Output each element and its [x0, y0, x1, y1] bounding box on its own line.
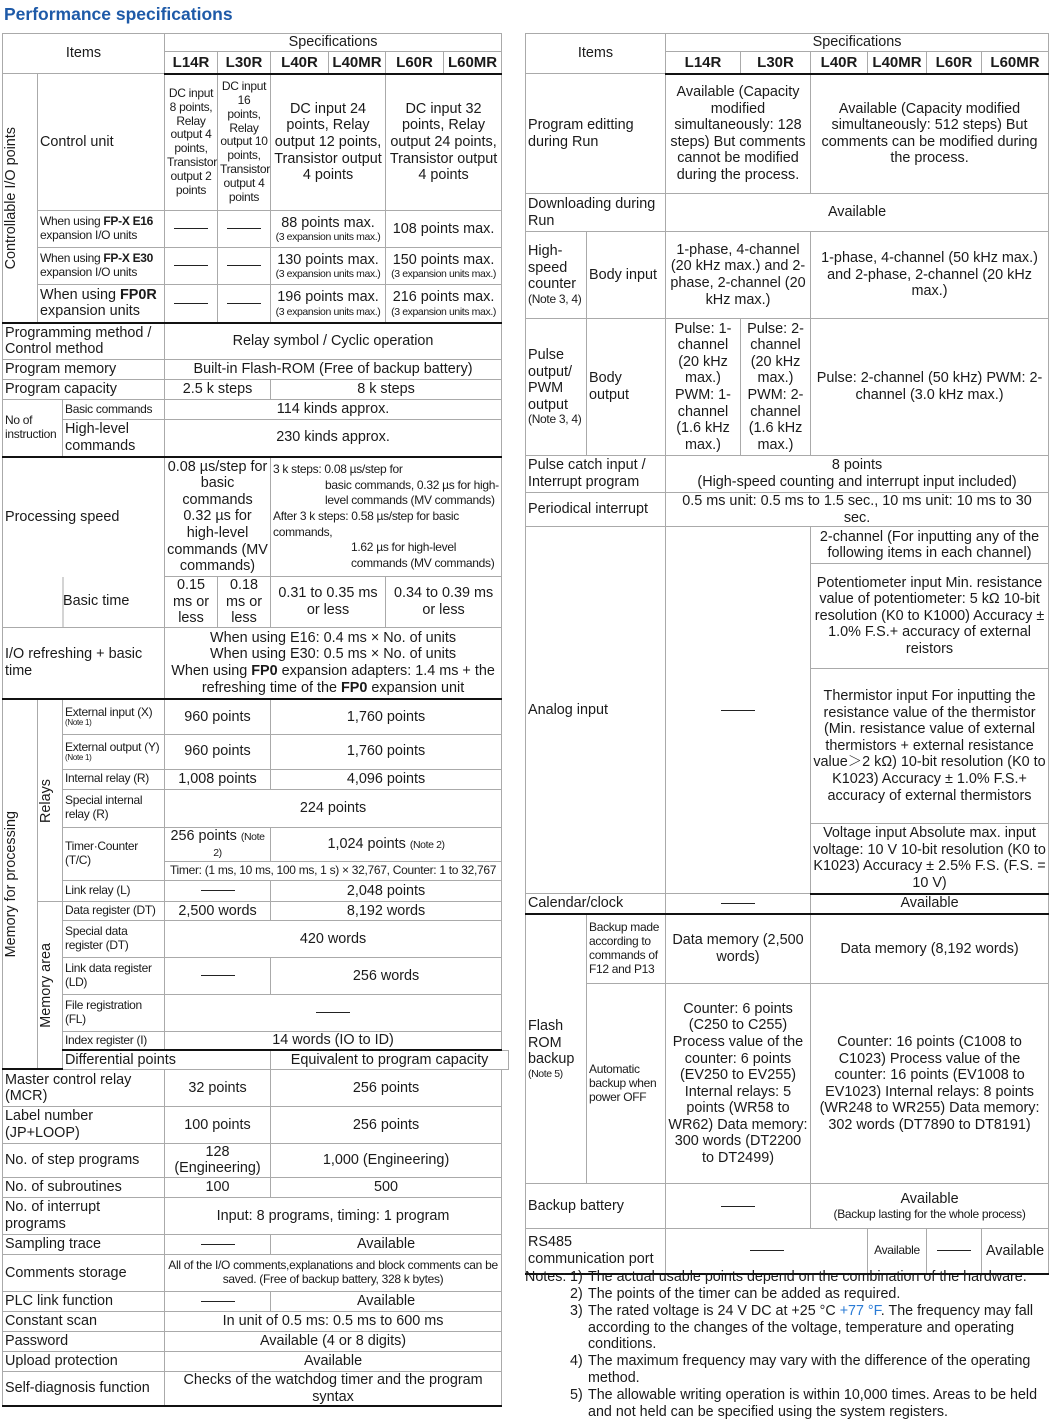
- dash: [721, 903, 755, 904]
- link-data-label: Link data register (LD): [63, 957, 165, 994]
- pulse-catch-label: Pulse catch input / Interrupt program: [526, 456, 666, 493]
- ext-in-label: External input (X) (Note 1): [63, 699, 165, 734]
- model-header: L40MR: [868, 52, 927, 74]
- analog-a3: Thermistor input For inputting the resistance value of the thermistor (Min. resistance value of external thermistors + external resistance value＞2 kΩ) 10-bit resolution (K0 to K1023) Accuracy ± 1.0% F.S.+ accuracy of external thermistors: [811, 669, 1049, 824]
- interrupt-label: No. of interrupt programs: [3, 1197, 165, 1234]
- prog-edit-label: Program editting during Run: [526, 74, 666, 194]
- prog-method-value: Relay symbol / Cyclic operation: [165, 323, 502, 360]
- model-header: L40R: [811, 52, 868, 74]
- download-label: Downloading during Run: [526, 194, 666, 232]
- model-header: L30R: [741, 52, 811, 74]
- ext-in-l14: 960 points: [165, 699, 271, 734]
- flash-cmd-rest: Data memory (8,192 words): [811, 914, 1049, 984]
- note-text: The rated voltage is 24 V DC at +25 °C +77 °F. The frequency may fall according to the changes of the voltage, temperature and operating conditions.: [588, 1302, 1034, 1353]
- hsc-rest: 1-phase, 4-channel (50 kHz max.) and 2-phase, 2-channel (20 kHz max.): [811, 232, 1049, 319]
- analog-a4: Voltage input Absolute max. input voltage: 10 V 10-bit resolution (K0 to K1023) Accuracy ± 2.5% F.S. (F.S. = 10 V): [811, 824, 1049, 894]
- prog-edit-rest: Available (Capacity modified simultaneously: 512 steps) But comments can be modified during the process.: [811, 74, 1049, 194]
- io-refresh-value: When using E16: 0.4 ms × No. of units When using E30: 0.5 ms × No. of units When using FP0 expansion adapters: 1.4 ms + the refreshing time of the FP0 expansion unit: [165, 627, 502, 699]
- high-cmds-label: High-level commands: [63, 420, 165, 457]
- model-header: L30R: [218, 52, 271, 74]
- note-text: The maximum frequency may vary with the difference of the operating method.: [588, 1353, 1031, 1387]
- model-header: L14R: [165, 52, 218, 74]
- selfdiag-value: Checks of the watchdog timer and the program syntax: [165, 1371, 502, 1406]
- model-header: L40R: [271, 52, 329, 74]
- subroutines-rest: 500: [271, 1177, 502, 1197]
- spec-data-value: 420 words: [165, 920, 502, 957]
- pulse-sub: Body output: [587, 319, 666, 456]
- e16-l40: 88 points max. (3 expansion units max.): [271, 211, 386, 248]
- prog-capacity-l14: 2.5 k steps: [165, 380, 271, 400]
- pulse-label: Pulse output/ PWM output (Note 3, 4): [526, 319, 587, 456]
- step-prog-label: No. of step programs: [3, 1143, 165, 1177]
- items-header: Items: [3, 34, 165, 74]
- flash-auto-rest: Counter: 16 points (C1008 to C1023) Process value of the counter: 16 points (EV1008 to EV1023) Internal relays: 8 points (WR248 to WR255) Data memory: 302 words (DT7890 to DT8191): [811, 984, 1049, 1184]
- password-value: Available (4 or 8 digits): [165, 1331, 502, 1351]
- label-num-rest: 256 points: [271, 1106, 502, 1143]
- int-relay-l14: 1,008 points: [165, 769, 271, 789]
- mcr-rest: 256 points: [271, 1069, 502, 1106]
- timer-label: Timer·Counter (T/C): [63, 827, 165, 880]
- control-unit-l40: DC input 24 points, Relay output 12 points, Transistor output 4 points: [271, 74, 386, 211]
- analog-label: Analog input: [526, 527, 666, 894]
- spec-table-right: [525, 33, 1049, 1275]
- dash: [721, 1206, 755, 1207]
- timer-l14: 256 points (Note 2): [165, 827, 271, 861]
- io-refresh-label: I/O refreshing + basic time: [3, 627, 165, 699]
- mem-group-label: Memory for processing: [3, 811, 19, 958]
- ext-out-rest: 1,760 points: [271, 734, 502, 769]
- control-unit-l60: DC input 32 points, Relay output 24 points, Transistor output 4 points: [386, 74, 502, 211]
- page-title: Performance specifications: [4, 4, 233, 24]
- prog-method-label: Programming method / Control method: [3, 323, 165, 360]
- basic-cmds-label: Basic commands: [63, 400, 165, 420]
- data-reg-label: Data register (DT): [63, 901, 165, 920]
- data-reg-rest: 8,192 words: [271, 901, 502, 920]
- prog-edit-l14: Available (Capacity modified simultaneously: 128 steps) But comments cannot be modified during the process.: [666, 74, 811, 194]
- subroutines-label: No. of subroutines: [3, 1177, 165, 1197]
- password-label: Password: [3, 1331, 165, 1351]
- prog-capacity-label: Program capacity: [3, 380, 165, 400]
- const-scan-label: Constant scan: [3, 1311, 165, 1331]
- calendar-rest: Available: [811, 894, 1049, 914]
- e16-label: When using FP-X E16 expansion I/O units: [38, 211, 165, 248]
- flash-auto-label: Automatic backup when power OFF: [587, 984, 666, 1184]
- link-data-rest: 256 words: [271, 957, 502, 994]
- calendar-label: Calendar/clock: [526, 894, 666, 914]
- ext-out-label: External output (Y) (Note 1): [63, 734, 165, 769]
- basic-time-l60: 0.34 to 0.39 ms or less: [386, 577, 502, 628]
- instr-group-label: No of instruction: [3, 400, 63, 457]
- dash: [174, 303, 208, 304]
- flash-cmd-label: Backup made according to commands of F12 and P13: [587, 914, 666, 984]
- note-text: The allowable writing operation is within 10,000 times. Areas to be held and not held can be specified using the system registers.: [588, 1387, 1038, 1420]
- notes: Notes: 1) The actual usable points depend on the combination of the hardware. 2) The points of the timer can be added as required. 3) The rated voltage is 24 V DC at +25 °C +77 °F. The frequency may fall according to the changes of the voltage, temperature and operating conditions. 4) The maximum frequency may vary with the difference of the operating method. 5) The allowable writing operation is within 10,000 times. Areas to be held and not held can be specified using the system registers.: [525, 1269, 1045, 1421]
- index-reg-label: Index register (I): [63, 1031, 165, 1050]
- speed-l40: 3 k steps: 0.08 µs/step for basic commands, 0.32 µs for high-level commands (MV commands) After 3 k steps: 0.58 µs/step for basic commands, 1.62 µs for high-level commands (MV commands): [271, 457, 502, 577]
- specs-header: Specifications: [165, 34, 502, 52]
- speed-label: Processing speed: [3, 457, 165, 577]
- dash: [316, 1012, 350, 1013]
- hsc-label: High-speed counter (Note 3, 4): [526, 232, 587, 319]
- basic-cmds-value: 114 kinds approx.: [165, 400, 502, 420]
- data-reg-l14: 2,500 words: [165, 901, 271, 920]
- ext-in-rest: 1,760 points: [271, 699, 502, 734]
- download-value: Available: [666, 194, 1049, 232]
- pulse-rest: Pulse: 2-channel (50 kHz) PWM: 2-channel (3.0 kHz max.): [811, 319, 1049, 456]
- model-header: L60MR: [982, 52, 1049, 74]
- pulse-l14: Pulse: 1-channel (20 kHz max.) PWM: 1-channel (1.6 kHz max.): [666, 319, 741, 456]
- notes-heading: Notes:: [525, 1269, 567, 1285]
- e30-label: When using FP-X E30 expansion I/O units: [38, 248, 165, 285]
- flash-label: Flash ROM backup (Note 5): [526, 914, 587, 1184]
- comments-value: All of the I/O comments,explanations and block comments can be saved. (Free of backup battery, 328 k bytes): [165, 1254, 502, 1291]
- control-unit-label: Control unit: [38, 74, 165, 211]
- upload-value: Available: [165, 1351, 502, 1371]
- dash: [227, 265, 261, 266]
- note-text: The actual usable points depend on the combination of the hardware.: [588, 1269, 1027, 1285]
- hsc-sub: Body input: [587, 232, 666, 319]
- flash-auto-l14: Counter: 6 points (C250 to C255) Process value of the counter: 6 points (EV250 to EV255) Internal relays: 5 points (WR58 to WR62) Data memory: 300 words (DT2200 to DT2499): [666, 984, 811, 1184]
- model-header: L60R: [386, 52, 444, 74]
- rs485-l60mr: Available: [982, 1229, 1049, 1274]
- mcr-label: Master control relay (MCR): [3, 1069, 165, 1106]
- link-relay-label: Link relay (L): [63, 880, 165, 901]
- int-relay-label: Internal relay (R): [63, 769, 165, 789]
- rs485-l40mr: Available: [868, 1229, 927, 1274]
- control-unit-l30: DC input 16 points, Relay output 10 points, Transistor output 4 points: [218, 74, 271, 211]
- high-cmds-value: 230 kinds approx.: [165, 420, 502, 457]
- diff-points-label: Differential points: [63, 1050, 271, 1069]
- basic-time-label-cell: Basic time: [3, 577, 165, 628]
- periodic-value: 0.5 ms unit: 0.5 ms to 1.5 sec., 10 ms unit: 10 ms to 30 sec.: [666, 493, 1049, 527]
- battery-label: Backup battery: [526, 1184, 666, 1229]
- dash: [174, 265, 208, 266]
- e16-l60: 108 points max.: [386, 211, 502, 248]
- upload-label: Upload protection: [3, 1351, 165, 1371]
- dash: [201, 1301, 235, 1302]
- file-reg-label: File registration (FL): [63, 994, 165, 1031]
- fp0r-l60: 216 points max. (3 expansion units max.): [386, 285, 502, 323]
- memarea-group-label: Memory area: [38, 942, 54, 1028]
- step-prog-l14: 128 (Engineering): [165, 1143, 271, 1177]
- plc-link-label: PLC link function: [3, 1291, 165, 1311]
- note-text: The points of the timer can be added as required.: [588, 1285, 901, 1302]
- int-relay-rest: 4,096 points: [271, 769, 502, 789]
- prog-memory-label: Program memory: [3, 360, 165, 380]
- selfdiag-label: Self-diagnosis function: [3, 1371, 165, 1406]
- dash: [937, 1250, 971, 1251]
- sampling-label: Sampling trace: [3, 1234, 165, 1254]
- e30-l60: 150 points max. (3 expansion units max.): [386, 248, 502, 285]
- basic-time-l14: 0.15 ms or less: [165, 577, 218, 628]
- dash: [750, 1250, 784, 1251]
- dash: [201, 975, 235, 976]
- dash: [227, 303, 261, 304]
- comments-label: Comments storage: [3, 1254, 165, 1291]
- model-header: L14R: [666, 52, 741, 74]
- fp0r-l40: 196 points max. (3 expansion units max.): [271, 285, 386, 323]
- prog-capacity-rest: 8 k steps: [271, 380, 502, 400]
- basic-time-l40: 0.31 to 0.35 ms or less: [271, 577, 386, 628]
- dash: [721, 710, 755, 711]
- dash: [227, 228, 261, 229]
- e30-l40: 130 points max. (3 expansion units max.): [271, 248, 386, 285]
- timer-detail: Timer: (1 ms, 10 ms, 100 ms, 1 s) × 32,767, Counter: 1 to 32,767: [165, 861, 502, 880]
- spec-relay-value: 224 points: [165, 789, 502, 827]
- index-reg-value: 14 words (IO to ID): [165, 1031, 502, 1050]
- speed-l14: 0.08 µs/step for basic commands 0.32 µs for high-level commands (MV commands): [165, 457, 271, 577]
- pulse-l30: Pulse: 2-channel (20 kHz max.) PWM: 2-channel (1.6 kHz max.): [741, 319, 811, 456]
- hsc-l14: 1-phase, 4-channel (20 kHz max.) and 2-phase, 2-channel (20 kHz max.): [666, 232, 811, 319]
- rs485-label: RS485 communication port: [526, 1229, 666, 1274]
- link-relay-rest: 2,048 points: [271, 880, 502, 901]
- step-prog-rest: 1,000 (Engineering): [271, 1143, 502, 1177]
- subroutines-l14: 100: [165, 1177, 271, 1197]
- interrupt-value: Input: 8 programs, timing: 1 program: [165, 1197, 502, 1234]
- model-header: L60MR: [444, 52, 502, 74]
- dash: [174, 228, 208, 229]
- timer-rest: 1,024 points (Note 2): [271, 827, 502, 861]
- const-scan-value: In unit of 0.5 ms: 0.5 ms to 600 ms: [165, 1311, 502, 1331]
- fp0r-label: When using FP0R expansion units: [38, 285, 165, 323]
- dash: [201, 1244, 235, 1245]
- dash: [201, 890, 235, 891]
- periodic-label: Periodical interrupt: [526, 493, 666, 527]
- model-header: L40MR: [329, 52, 386, 74]
- mcr-l14: 32 points: [165, 1069, 271, 1106]
- spec-table-left: [2, 33, 509, 1407]
- pulse-catch-value: 8 points (High-speed counting and interrupt input included): [666, 456, 1049, 493]
- relays-group-label: Relays: [38, 778, 54, 823]
- spec-data-label: Special data register (DT): [63, 920, 165, 957]
- basic-time-l30: 0.18 ms or less: [218, 577, 271, 628]
- model-header: L60R: [927, 52, 982, 74]
- label-num-l14: 100 points: [165, 1106, 271, 1143]
- prog-memory-value: Built-in Flash-ROM (Free of backup battery): [165, 360, 502, 380]
- spec-relay-label: Special internal relay (R): [63, 789, 165, 827]
- items-header: Items: [526, 34, 666, 74]
- analog-a2: Potentiometer input Min. resistance value of potentiometer: 5 kΩ 10-bit resolution (K0 to K1000) Accuracy ± 1.0% F.S.+ accuracy of external reistors: [811, 564, 1049, 669]
- flash-cmd-l14: Data memory (2,500 words): [666, 914, 811, 984]
- io-group-label: Controllable I/O points: [3, 126, 19, 269]
- diff-points-value: Equivalent to program capacity: [271, 1050, 509, 1069]
- specs-header: Specifications: [666, 34, 1049, 52]
- sampling-rest: Available: [271, 1234, 502, 1254]
- ext-out-l14: 960 points: [165, 734, 271, 769]
- analog-a1: 2-channel (For inputting any of the following items in each channel): [811, 527, 1049, 564]
- battery-rest: Available (Backup lasting for the whole process): [811, 1184, 1049, 1229]
- label-num-label: Label number (JP+LOOP): [3, 1106, 165, 1143]
- plc-link-rest: Available: [271, 1291, 502, 1311]
- control-unit-l14: DC input 8 points, Relay output 4 points, Transistor output 2 points: [165, 74, 218, 211]
